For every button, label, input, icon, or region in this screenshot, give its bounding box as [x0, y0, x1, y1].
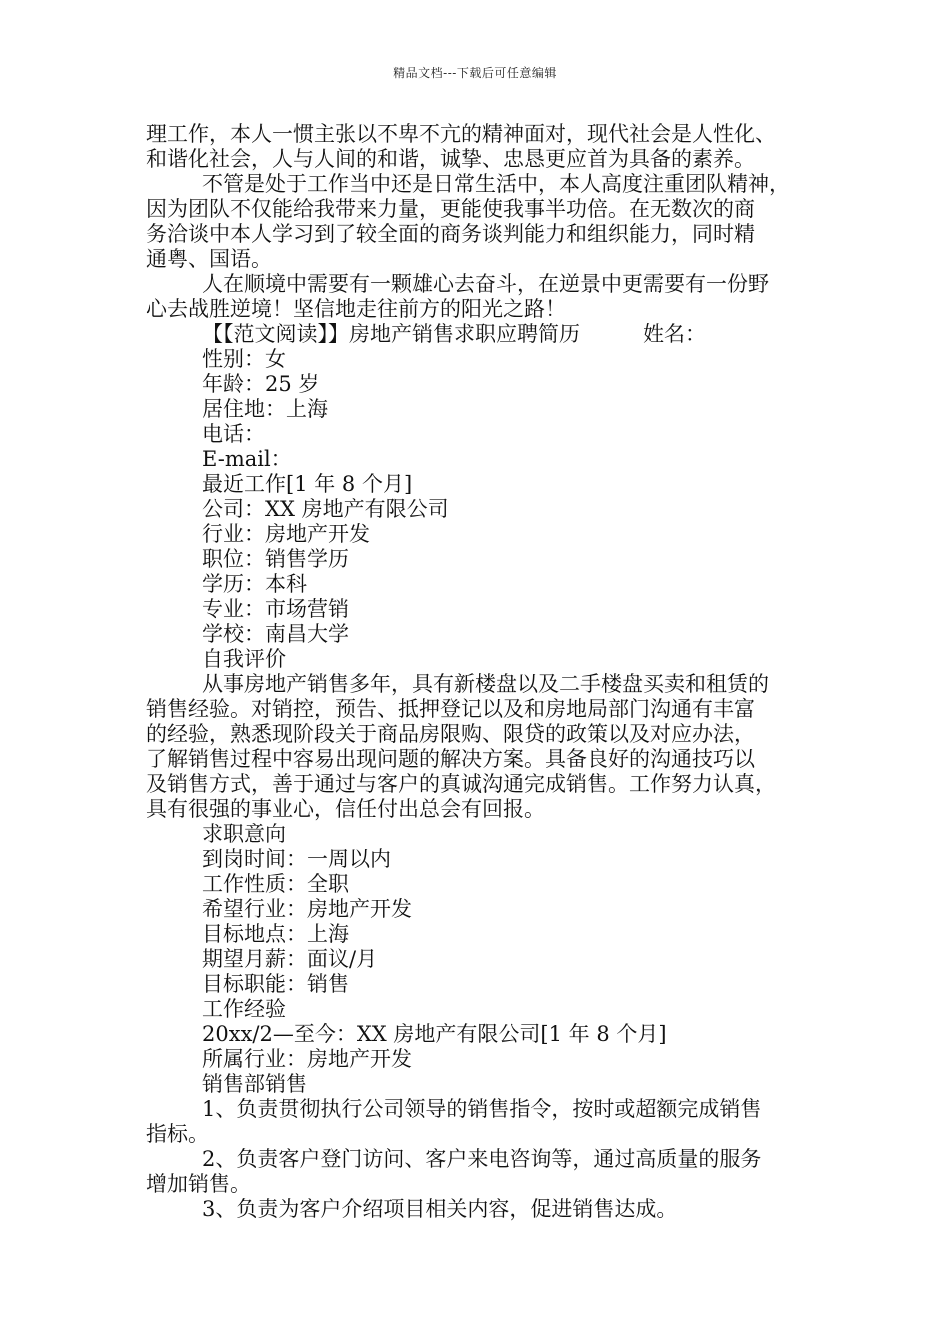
text-line: 通粤、国语。: [146, 247, 272, 271]
text-line: 3、负责为客户介绍项目相关内容，促进销售达成。: [202, 1197, 678, 1221]
text-line: 期望月薪：面议/月: [202, 947, 378, 971]
text-line: 公司：XX 房地产有限公司: [202, 497, 449, 521]
text-line: 性别：女: [202, 347, 286, 371]
text-line: 工作经验: [202, 997, 286, 1021]
text-line: 和谐化社会，人与人间的和谐，诚挚、忠恳更应首为具备的素养。: [146, 147, 755, 171]
text-line: 【【范文阅读】】房地产销售求职应聘简历 姓名：: [202, 322, 706, 346]
text-line: 销售部销售: [202, 1072, 307, 1096]
text-line: 及销售方式，善于通过与客户的真诚沟通完成销售。工作努力认真，: [146, 772, 776, 796]
text-line: 目标地点：上海: [202, 922, 349, 946]
text-line: 销售经验。对销控，预告、抵押登记以及和房地局部门沟通有丰富: [146, 697, 755, 721]
text-line: 的经验，熟悉现阶段关于商品房限购、限贷的政策以及对应办法，: [146, 722, 755, 746]
text-line: 年龄：25 岁: [202, 372, 320, 396]
text-line: 指标。: [146, 1122, 209, 1146]
text-line: 到岗时间：一周以内: [202, 847, 391, 871]
text-line: 自我评价: [202, 647, 286, 671]
text-line: 求职意向: [202, 822, 286, 846]
text-line: 不管是处于工作当中还是日常生活中，本人高度注重团队精神，: [202, 172, 790, 196]
text-line: 20xx/2—至今：XX 房地产有限公司[1 年 8 个月]: [202, 1022, 667, 1046]
text-line: 所属行业：房地产开发: [202, 1047, 412, 1071]
text-line: E-mail：: [202, 447, 292, 471]
text-line: 希望行业：房地产开发: [202, 897, 412, 921]
text-line: 专业：市场营销: [202, 597, 349, 621]
text-line: 最近工作[1 年 8 个月]: [202, 472, 413, 496]
text-line: 务洽谈中本人学习到了较全面的商务谈判能力和组织能力，同时精: [146, 222, 755, 246]
text-line: 学历：本科: [202, 572, 307, 596]
text-line: 职位：销售学历: [202, 547, 349, 571]
text-line: 居住地：上海: [202, 397, 328, 421]
text-line: 电话：: [202, 422, 265, 446]
document-body: [146, 122, 826, 1222]
text-line: 工作性质：全职: [202, 872, 349, 896]
text-line: 从事房地产销售多年，具有新楼盘以及二手楼盘买卖和租赁的: [202, 672, 769, 696]
text-line: 增加销售。: [146, 1172, 251, 1196]
text-line: 理工作，本人一惯主张以不卑不亢的精神面对，现代社会是人性化、: [146, 122, 776, 146]
text-line: 心去战胜逆境！坚信地走往前方的阳光之路！: [146, 297, 566, 321]
text-line: 2、负责客户登门访问、客户来电咨询等，通过高质量的服务: [202, 1147, 762, 1171]
text-line: 因为团队不仅能给我带来力量，更能使我事半功倍。在无数次的商: [146, 197, 755, 221]
text-line: 学校：南昌大学: [202, 622, 349, 646]
text-line: 人在顺境中需要有一颗雄心去奋斗，在逆景中更需要有一份野: [202, 272, 769, 296]
text-line: 行业：房地产开发: [202, 522, 370, 546]
text-line: 具有很强的事业心，信任付出总会有回报。: [146, 797, 545, 821]
text-line: 了解销售过程中容易出现问题的解决方案。具备良好的沟通技巧以: [146, 747, 755, 771]
page-header: 精品文档---下载后可任意编辑: [393, 66, 557, 80]
text-line: 目标职能：销售: [202, 972, 349, 996]
text-line: 1、负责贯彻执行公司领导的销售指令，按时或超额完成销售: [202, 1097, 762, 1121]
